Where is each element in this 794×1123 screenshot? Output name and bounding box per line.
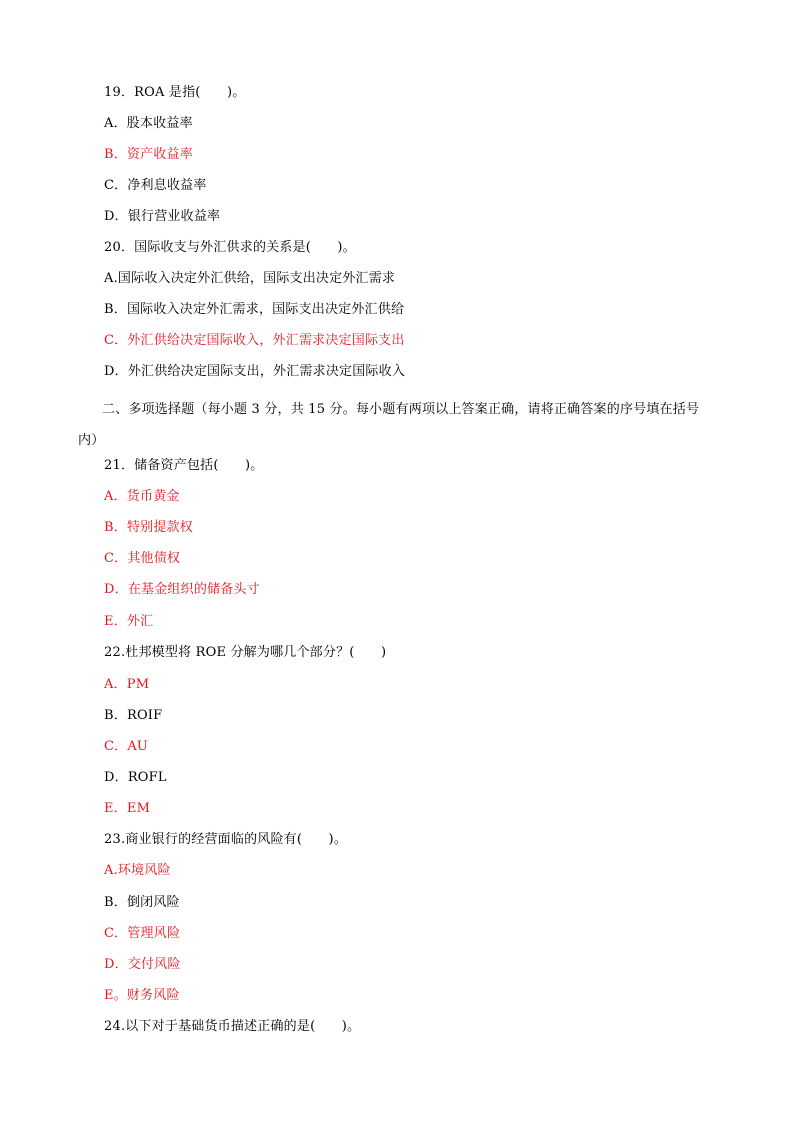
- question-24-stem: 24.以下对于基础货币描述正确的是( )。: [104, 1019, 361, 1034]
- q19-option-d: D．银行营业收益率: [104, 209, 221, 224]
- q22-option-e-answer: E．EM: [104, 801, 151, 816]
- q22-option-b: B．ROIF: [104, 708, 163, 723]
- q22-option-d: D．ROFL: [104, 770, 167, 785]
- q19-option-b-answer: B．资产收益率: [104, 147, 193, 162]
- question-22-stem: 22.杜邦模型将 ROE 分解为哪几个部分？( ): [104, 645, 387, 660]
- q20-option-d: D．外汇供给决定国际支出，外汇需求决定国际收入: [104, 364, 406, 379]
- q22-option-a-answer: A．PM: [104, 677, 150, 692]
- q19-option-a: A．股本收益率: [104, 116, 193, 131]
- q19-option-c: C．净利息收益率: [104, 178, 207, 193]
- q23-option-c-answer: C．管理风险: [104, 926, 181, 941]
- section-2-heading: [78, 394, 718, 456]
- q23-option-d-answer: D．交付风险: [104, 957, 181, 972]
- q21-option-b-answer: B．特别提款权: [104, 520, 193, 535]
- q22-option-c-answer: C．AU: [104, 739, 149, 754]
- q23-option-a-answer: A.环境风险: [104, 863, 171, 878]
- q21-option-a-answer: A．货币黄金: [104, 489, 180, 504]
- question-23-stem: 23.商业银行的经营面临的风险有( )。: [104, 832, 348, 847]
- question-20-stem: 20．国际收支与外汇供求的关系是( )。: [104, 240, 356, 255]
- q23-option-e-answer: E。财务风险: [104, 988, 180, 1003]
- q21-option-d-answer: D．在基金组织的储备头寸: [104, 582, 260, 597]
- q20-option-a: A.国际收入决定外汇供给，国际支出决定外汇需求: [104, 271, 396, 286]
- q21-option-c-answer: C．其他债权: [104, 551, 181, 566]
- q20-option-c-answer: C．外汇供给决定国际收入，外汇需求决定国际支出: [104, 333, 405, 348]
- question-21-stem: 21．储备资产包括( )。: [104, 458, 264, 473]
- section-2-heading-text: 二、多项选择题（每小题 3 分，共 15 分。每小题有两项以上答案正确，请将正确答案的序号填在括号内）: [78, 402, 700, 448]
- question-19-stem: 19．ROA 是指( )。: [104, 85, 246, 100]
- q21-option-e-answer: E．外汇: [104, 614, 154, 629]
- q23-option-b: B．倒闭风险: [104, 895, 180, 910]
- q20-option-b: B．国际收入决定外汇需求，国际支出决定外汇供给: [104, 302, 405, 317]
